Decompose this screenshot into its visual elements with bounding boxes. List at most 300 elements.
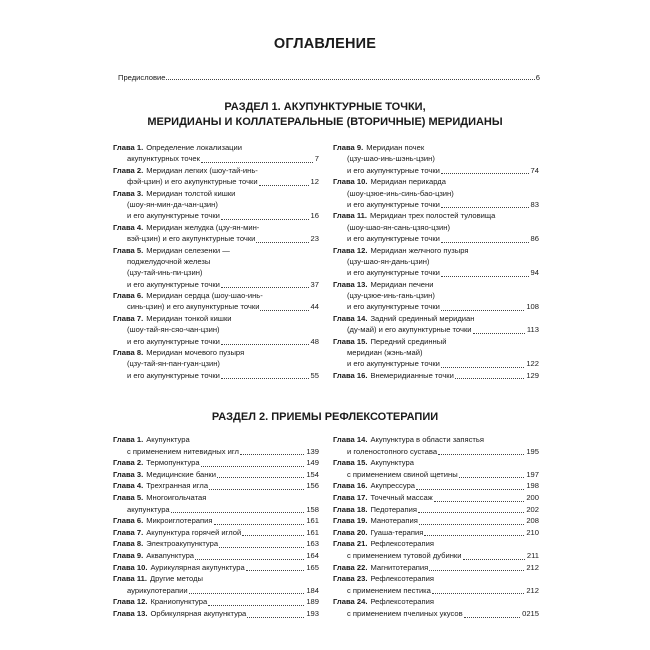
chapter-number: Глава 20. [333,527,368,537]
chapter-title-text: Педотерапия [370,504,417,514]
leader-dots [195,559,304,560]
leader-dots [246,570,305,571]
chapter-title-text: и его акупунктурные точки [127,211,220,221]
chapter-number: Глава 22. [333,562,368,572]
leader-dots [434,501,525,502]
toc-line [113,550,319,562]
chapter-number: Глава 13. [113,608,148,618]
toc-line [113,245,319,256]
chapter-title-text: акупунктура [127,504,170,514]
chapter-number: Глава 23. [333,574,368,584]
leader-dots [221,344,309,345]
leader-dots [463,559,525,560]
leader-dots [464,617,520,618]
toc-line [333,222,539,233]
page-number: 48 [310,336,319,346]
page-number: 163 [306,539,319,549]
chapter-title-text: с применением пчелиных укусов [347,608,463,618]
chapter-number: Глава 13. [333,279,368,289]
leader-dots [247,617,304,618]
page-number: 122 [526,359,539,369]
chapter-title-text: Меридиан тонкой кишки [146,313,232,323]
leader-dots [171,512,305,513]
chapter-title-text: Меридиан сердца (шоу-шао-инь- [146,291,263,301]
toc-line [113,515,319,527]
leader-dots [429,570,524,571]
section2-right-column [333,434,539,620]
toc-entry[interactable] [333,504,539,516]
chapter-title-text: акупунктурных точек [127,154,200,164]
toc-line [333,188,539,199]
chapter-title-text: аурикулотерапии [127,585,188,595]
toc-entry[interactable] [333,596,539,619]
toc-line [113,608,319,620]
chapter-number: Глава 1. [113,142,144,152]
chapter-title-text: (шоу-тай-ян-сяо-чан-цзин) [127,325,220,335]
toc-entry[interactable] [333,457,539,480]
chapter-title-text: и его акупунктурные точки [347,234,440,244]
chapter-number: Глава 7. [113,527,144,537]
chapter-number: Глава 12. [333,245,368,255]
toc-line [333,256,539,267]
chapter-title-text: Орбикулярная акупунктура [150,608,247,618]
toc-entry[interactable] [113,527,319,539]
chapter-title-text: с применением тутовой дубинки [347,550,462,560]
chapter-title-text: Краниопунктура [150,597,208,607]
toc-entry[interactable] [113,608,319,620]
leader-dots [209,489,304,490]
toc-line [113,267,319,278]
section1-left-column [113,142,319,381]
chapter-title-text: Электроакупунктура [146,539,219,549]
chapter-title-text: Задний срединный меридиан [370,313,475,323]
chapter-number: Глава 4. [113,481,144,491]
toc-line [333,469,539,481]
page-number: 200 [526,492,539,502]
section1-title-line1: РАЗДЕЛ 1. АКУПУНКТУРНЫЕ ТОЧКИ, [224,101,426,113]
leader-dots [221,219,309,220]
chapter-title-text: (цзу-цзюе-инь-гань-цзин) [347,291,435,301]
toc-entry[interactable] [113,538,319,550]
chapter-title-text: с применением нитевидных игл [127,446,239,456]
leader-dots [441,173,529,174]
toc-line [113,585,319,597]
chapter-title-text: (шоу-ян-мин-да-чан-цзин) [127,199,218,209]
chapter-title-text: (шоу-цзюе-инь-синь-бао-цзин) [347,188,454,198]
toc-line [113,233,319,244]
chapter-title-text: и его акупунктурные точки [347,199,440,209]
chapter-title-text: Акупунктура [146,435,190,444]
toc-line [333,480,539,492]
page-number: 149 [306,458,319,468]
page-number: 55 [310,370,319,380]
chapter-title-text: Акупунктура [370,458,414,468]
toc-line [333,527,539,539]
chapter-title-text: поджелудочной железы [127,256,211,266]
toc-line [333,550,539,562]
toc-line [113,573,319,585]
chapter-number: Глава 7. [113,313,144,323]
toc-entry[interactable] [333,562,539,574]
chapter-title-text: и его акупунктурные точки [347,359,440,369]
toc-line [333,336,539,347]
chapter-title-text: Точечный массаж [370,492,433,502]
chapter-title-text: Рефлексотерапия [370,539,435,549]
page-number: 164 [306,550,319,560]
leader-dots [221,287,309,288]
toc-entry[interactable] [113,142,319,165]
toc-line [113,279,319,290]
toc-entry[interactable] [113,457,319,469]
toc-line [333,608,539,620]
chapter-title-text: Меридиан мочевого пузыря [146,348,245,358]
leader-dots [214,524,305,525]
toc-entry[interactable] [113,245,319,291]
page-number: 210 [526,527,539,537]
page-number: 184 [306,585,319,595]
toc-entry[interactable] [113,469,319,481]
page-number: 16 [310,211,319,221]
toc-line [113,469,319,481]
toc-line [113,538,319,550]
toc-entry[interactable] [333,492,539,504]
toc-line [113,210,319,221]
leader-dots [459,477,525,478]
toc-entry[interactable] [113,222,319,245]
page-number: 74 [530,165,539,175]
toc-line [333,301,539,312]
toc-line [333,358,539,369]
chapter-title-text: меридиан (жэнь-май) [347,348,423,358]
chapter-number: Глава 10. [333,177,368,187]
chapter-number: Глава 8. [113,539,144,549]
toc-line [333,199,539,210]
page-number: 212 [526,562,539,572]
chapter-title-text: Рефлексотерапия [370,574,435,584]
toc-line [333,538,539,550]
chapter-title-text: Меридиан селезенки — [146,245,230,255]
leader-dots [217,477,304,478]
page-number: 156 [306,481,319,491]
toc-line [333,153,539,164]
chapter-number: Глава 4. [113,222,144,232]
leader-dots [438,454,524,455]
page-number: 198 [526,481,539,491]
chapter-number: Глава 6. [113,516,144,526]
toc-line [113,504,319,516]
chapter-title-text: Передний срединный [370,336,447,346]
toc-line [333,324,539,335]
toc-line [333,596,539,608]
toc-entry[interactable] [113,492,319,515]
section1-title-line2: МЕРИДИАНЫ И КОЛЛАТЕРАЛЬНЫЕ (ВТОРИЧНЫЕ) МЕРИДИАНЫ [147,116,503,128]
toc-entry[interactable] [113,515,319,527]
toc-entry[interactable] [333,538,539,561]
toc-entry[interactable] [113,573,319,596]
chapter-title-text: (шоу-шао-ян-сань-цзяо-цзин) [347,222,451,232]
leader-dots [441,310,524,311]
toc-entry[interactable] [333,480,539,492]
toc-line [113,301,319,312]
toc-line [333,457,539,469]
toc-entry[interactable] [333,279,539,313]
page-number: 44 [310,302,319,312]
chapter-title-text: и его акупунктурные точки [127,279,220,289]
leader-dots [201,162,313,163]
toc-line [333,210,539,221]
section1-right-column [333,142,539,381]
chapter-title-text: Другие методы [150,574,203,584]
toc-line [333,290,539,301]
toc-line [113,199,319,210]
toc-line [333,504,539,516]
chapter-title-text: Акупунктура горячей иглой [146,527,242,537]
leader-dots [424,535,524,536]
chapter-title-text: Магнитотерапия [370,562,429,572]
chapter-title-text: Меридиан желудка (цзу-ян-мин- [146,222,260,232]
chapter-number: Глава 9. [333,142,364,152]
toc-line [113,290,319,301]
chapter-number: Глава 14. [333,313,368,323]
toc-line [113,336,319,347]
chapter-title-text: (цзу-тай-ян-пан-гуан-цзин) [127,359,220,369]
toc-line [113,142,319,153]
toc-line [113,347,319,358]
leader-dots [240,454,304,455]
chapter-title-text: и его акупунктурные точки [347,268,440,278]
toc-line [113,370,319,381]
toc-line [333,233,539,244]
page-number: 154 [306,469,319,479]
leader-dots [221,378,309,379]
chapter-title-text: Аквапунктура [146,550,195,560]
chapter-title-text: фэй-цзин) и его акупунктурные точки [127,177,258,187]
chapter-title-text: Меридиан толстой кишки [146,188,236,198]
toc-entry[interactable] [333,434,539,457]
toc-line [333,245,539,256]
toc-entry[interactable] [113,596,319,608]
page-number: 7 [314,154,319,164]
page-number: 211 [526,550,539,560]
page-number: 193 [306,608,319,618]
page-number: 0215 [522,608,539,618]
page-number: 113 [526,325,539,335]
leader-dots [441,207,529,208]
toc-line [113,492,319,504]
toc-line [333,434,539,446]
toc-line [333,313,539,324]
chapter-title-text: Меридиан печени [370,279,434,289]
page-number: 86 [530,234,539,244]
page-number: 129 [526,370,539,380]
toc-entry[interactable] [333,527,539,539]
leader-dots [455,378,524,379]
toc-entry[interactable] [333,336,539,370]
leader-dots [256,242,308,243]
toc-line [333,142,539,153]
chapter-number: Глава 1. [113,435,144,444]
toc-entry[interactable] [113,290,319,313]
leader-dots [189,593,305,594]
page-number: 12 [310,177,319,187]
chapter-title-text: Медицинские банки [146,469,216,479]
toc-line [113,165,319,176]
preface-page: 6 [535,73,540,82]
page-number: 165 [306,562,319,572]
toc-line [113,480,319,492]
toc-entry[interactable] [113,313,319,347]
chapter-number: Глава 9. [113,550,144,560]
chapter-number: Глава 21. [333,539,368,549]
toc-entry[interactable] [113,434,319,457]
chapter-title-text: Трехгранная игла [146,481,209,491]
chapter-title-text: Микроиглотерапия [146,516,213,526]
toc-entry[interactable] [333,142,539,176]
toc-line [113,324,319,335]
chapter-number: Глава 3. [113,188,144,198]
chapter-title-text: Многоигольчатая [146,492,207,502]
preface-label: Предисловие [118,73,166,82]
chapter-title-text: и его акупунктурные точки [347,302,440,312]
toc-entry[interactable] [113,188,319,222]
chapter-number: Глава 3. [113,469,144,479]
section2-left-column [113,434,319,620]
page-number: 139 [306,446,319,456]
toc-entry[interactable] [113,347,319,381]
section2-title: РАЗДЕЛ 2. ПРИЕМЫ РЕФЛЕКСОТЕРАПИИ [211,411,439,423]
chapter-number: Глава 18. [333,504,368,514]
toc-entry[interactable] [333,210,539,244]
toc-line [333,585,539,597]
chapter-number: Глава 15. [333,458,368,468]
chapter-title-text: Рефлексотерапия [370,597,435,607]
page-number: 161 [306,516,319,526]
toc-entry[interactable] [113,550,319,562]
toc-entry[interactable] [113,480,319,492]
page-number: 212 [526,585,539,595]
chapter-number: Глава 10. [113,562,148,572]
chapter-number: Глава 2. [113,458,144,468]
chapter-number: Глава 17. [333,492,368,502]
page-number: 108 [526,302,539,312]
toc-line [333,573,539,585]
chapter-title-text: (цзу-шао-ян-дань-цзин) [347,256,430,266]
chapter-number: Глава 24. [333,597,368,607]
page-number: 23 [310,234,319,244]
chapter-number: Глава 11. [333,211,368,221]
toc-entry[interactable] [333,573,539,596]
chapter-title-text: и его акупунктурные точки [127,336,220,346]
toc-entry[interactable] [333,515,539,527]
chapter-title-text: вэй-цзин) и его акупунктурные точки [127,234,256,244]
toc-entry[interactable] [113,165,319,188]
chapter-title-text: Меридиан перикарда [370,177,446,187]
toc-line [333,347,539,358]
leader-dots [219,547,304,548]
leader-dots [419,524,524,525]
leader-dots [166,79,534,80]
chapter-title-text: Меридиан почек [366,142,425,152]
page-number: 197 [526,469,539,479]
leader-dots [259,185,309,186]
leader-dots [418,512,524,513]
chapter-title-text: Аурикулярная акупунктура [150,562,245,572]
toc-line [333,165,539,176]
leader-dots [201,466,305,467]
chapter-number: Глава 15. [333,336,368,346]
chapter-title-text: Определение локализации [146,142,243,152]
leader-dots [441,242,529,243]
toc-line [333,267,539,278]
toc-line [333,492,539,504]
page-title: ОГЛАВЛЕНИЕ [273,36,377,52]
toc-line [333,446,539,458]
page-number: 161 [306,527,319,537]
section1-title [0,100,650,130]
toc-entry[interactable] [333,176,539,210]
chapter-title-text: (цзу-тай-инь-пи-цзин) [127,268,203,278]
chapter-title-text: Меридиан легких (шоу-тай-инь- [146,165,258,175]
toc-line [113,313,319,324]
page-number: 195 [526,446,539,456]
chapter-title-text: с применением свиной щетины [347,469,458,479]
page-number: 202 [526,504,539,514]
chapter-number: Глава 16. [333,370,368,380]
toc-line [333,562,539,574]
chapter-title-text: и его акупунктурные точки [347,165,440,175]
chapter-title-text: Акупунктура в области запястья [370,435,484,444]
toc-entry[interactable] [333,313,539,336]
leader-dots [441,276,529,277]
chapter-number: Глава 14. [333,435,368,444]
toc-line [333,370,539,381]
leader-dots [242,535,304,536]
preface-entry[interactable] [118,73,540,82]
toc-entry[interactable] [333,245,539,279]
chapter-number: Глава 2. [113,165,144,175]
toc-line [113,457,319,469]
toc-entry[interactable] [113,562,319,574]
toc-line [333,515,539,527]
chapter-number: Глава 6. [113,291,144,301]
toc-line [113,176,319,187]
toc-line [113,562,319,574]
chapter-title-text: (цзу-шао-инь-шэнь-цзин) [347,154,435,164]
chapter-title-text: синь-цзин) и его акупунктурные точки [127,302,260,312]
page-number: 83 [530,199,539,209]
leader-dots [432,593,524,594]
leader-dots [260,310,308,311]
page-number: 208 [526,516,539,526]
chapter-number: Глава 12. [113,597,148,607]
toc-entry[interactable] [333,370,539,381]
page-number: 189 [306,597,319,607]
chapter-title-text: Гуаша-терапия [370,527,424,537]
chapter-title-text: Термопунктура [146,458,200,468]
chapter-title-text: с применением пестика [347,585,431,595]
toc-line [113,596,319,608]
chapter-number: Глава 8. [113,348,144,358]
toc-line [113,222,319,233]
chapter-title-text: Меридиан трех полостей туловища [370,211,496,221]
toc-line [113,256,319,267]
chapter-title-text: Меридиан желчного пузыря [370,245,469,255]
chapter-title-text: и голеностопного сустава [347,446,438,456]
toc-line [113,188,319,199]
chapter-number: Глава 16. [333,481,368,491]
chapter-title-text: (ду-май) и его акупунктурные точки [347,325,472,335]
chapter-title-text: и его акупунктурные точки [127,370,220,380]
